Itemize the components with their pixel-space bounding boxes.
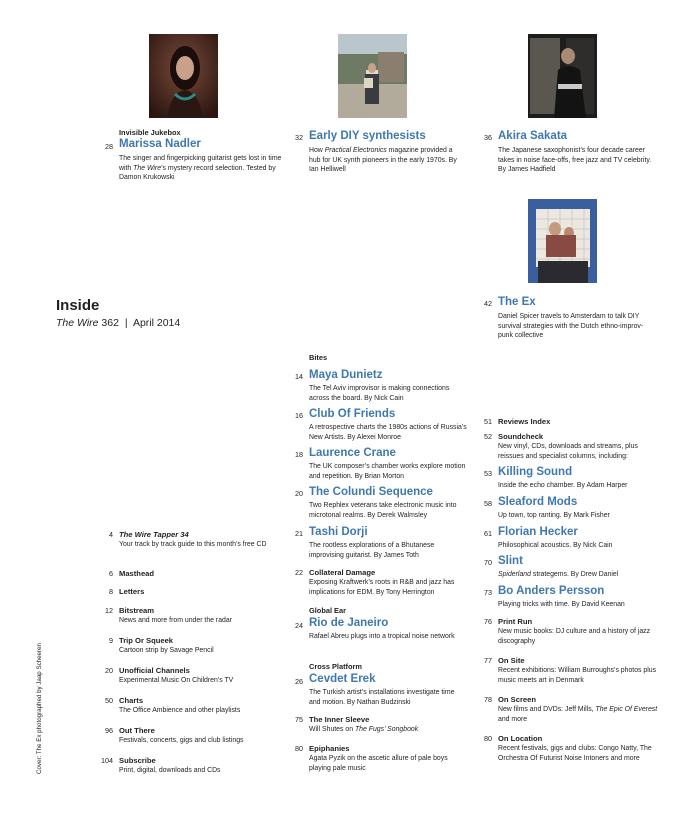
entry-title: Rio de Janeiro bbox=[309, 617, 389, 629]
entry-description: Recent exhibitions: William Burroughs’s photos plus music meets art in Denmark bbox=[498, 667, 657, 684]
feature-description: The singer and fingerpicking guitarist gets lost in time with The Wire’s mystery record selection. Tested by Damon Krukowski bbox=[119, 155, 282, 182]
page-number: 73 bbox=[484, 588, 492, 597]
page-number: 42 bbox=[484, 299, 492, 308]
page-number: 70 bbox=[484, 558, 492, 567]
page-number: 12 bbox=[105, 606, 113, 615]
page-number: 104 bbox=[101, 756, 113, 765]
photo-akira-sakata bbox=[528, 34, 597, 118]
page-number: 80 bbox=[484, 734, 492, 743]
entry-description: Festivals, concerts, gigs and club listings bbox=[119, 737, 244, 744]
page-number: 16 bbox=[295, 411, 303, 420]
left-entry[interactable] bbox=[109, 530, 269, 550]
entry-title: Bo Anders Persson bbox=[498, 585, 605, 597]
page-number: 36 bbox=[484, 133, 492, 142]
photo-the-ex bbox=[528, 199, 597, 283]
page-number: 9 bbox=[109, 636, 113, 645]
entry-description: Print, digital, downloads and CDs bbox=[119, 767, 221, 774]
bites-entry[interactable] bbox=[295, 526, 467, 560]
entry-description: Recent festivals, gigs and clubs: Congo Natty, The Orchestra Of Futurist Noise Intoners and more bbox=[498, 745, 652, 762]
page-number: 21 bbox=[295, 529, 303, 538]
page-number: 50 bbox=[105, 696, 113, 705]
entry-title: Subscribe bbox=[119, 756, 156, 765]
review-entry[interactable] bbox=[484, 466, 658, 491]
entry-title: Print Run bbox=[498, 617, 533, 626]
page-number: 20 bbox=[105, 666, 113, 675]
entry-description: The Turkish artist’s installations investigate time and motion. By Nathan Budzinski bbox=[309, 689, 455, 706]
feature-akira-sakata[interactable] bbox=[484, 130, 658, 175]
entry-title: Letters bbox=[119, 587, 145, 596]
entry-description: Your track by track guide to this month’s free CD bbox=[119, 541, 267, 548]
section-kicker-bites: Bites bbox=[309, 353, 328, 362]
print-run-entry[interactable] bbox=[484, 617, 658, 646]
entry-description: The Tel Aviv improvisor is making connections across the board. By Nick Cain bbox=[309, 385, 450, 402]
page-number: 78 bbox=[484, 695, 492, 704]
page-number: 8 bbox=[109, 587, 113, 596]
entry-description: Cartoon strip by Savage Pencil bbox=[119, 647, 214, 654]
section-kicker-cross-platform: Cross Platform bbox=[309, 662, 362, 671]
page-number: 28 bbox=[105, 142, 113, 151]
issue-publication: The Wire bbox=[56, 317, 99, 329]
entry-description: A retrospective charts the 1980s actions of Russia’s New Artists. By Alexei Monroe bbox=[309, 424, 467, 441]
cross-platform-entry[interactable] bbox=[295, 673, 467, 707]
left-entry[interactable] bbox=[105, 696, 269, 716]
entry-description: Playing tricks with time. By David Keenan bbox=[498, 601, 625, 608]
issue-number: 362 bbox=[98, 317, 119, 329]
issue-separator: | bbox=[124, 317, 128, 329]
entry-description: The rootless explorations of a Bhutanese improvising guitarist. By James Toth bbox=[309, 542, 435, 559]
entry-title: The Inner Sleeve bbox=[309, 715, 370, 724]
entry-title: Unofficial Channels bbox=[119, 666, 190, 675]
epiphanies-entry[interactable] bbox=[295, 744, 467, 773]
issue-date: April 2014 bbox=[132, 317, 181, 329]
soundcheck-entry[interactable] bbox=[484, 432, 658, 461]
entry-description: Spiderland strategems. By Drew Daniel bbox=[498, 571, 619, 578]
entry-title: On Screen bbox=[498, 695, 536, 704]
reviews-index-entry[interactable] bbox=[484, 417, 551, 427]
review-entry[interactable] bbox=[484, 526, 658, 551]
feature-description: Daniel Spicer travels to Amsterdam to talk DIY survival strategies with the Dutch ethno-improv-punk collective bbox=[498, 313, 644, 340]
page-number: 96 bbox=[105, 726, 113, 735]
entry-title: Killing Sound bbox=[498, 466, 573, 478]
entry-description: New vinyl, CDs, downloads and streams, plus reissues and specialist columns, including: bbox=[498, 443, 638, 460]
entry-title: Reviews Index bbox=[498, 417, 551, 426]
entry-description: Will Shutes on The Fugs’ Songbook bbox=[309, 726, 419, 733]
page-title: Inside bbox=[56, 297, 100, 314]
page-number: 75 bbox=[295, 715, 303, 724]
left-entry[interactable] bbox=[105, 726, 269, 746]
feature-kicker: Invisible Jukebox bbox=[119, 128, 181, 137]
entry-description: Two Rephlex veterans take electronic music into microtonal realms. By Derek Walmsley bbox=[309, 502, 457, 519]
left-entry[interactable] bbox=[109, 636, 269, 656]
entry-title: On Location bbox=[498, 734, 543, 743]
on-site-entry[interactable] bbox=[484, 656, 658, 685]
page-number: 51 bbox=[484, 417, 492, 426]
inner-sleeve-entry[interactable] bbox=[295, 715, 467, 735]
entry-title: Soundcheck bbox=[498, 432, 544, 441]
feature-description: How Practical Electronics magazine provided a hub for UK synth pioneers in the early 1970s. By Ian Helliwell bbox=[309, 147, 457, 174]
entry-title: Laurence Crane bbox=[309, 447, 396, 459]
entry-title: Club Of Friends bbox=[309, 408, 396, 420]
page-number: 24 bbox=[295, 621, 303, 630]
entry-title: Slint bbox=[498, 555, 523, 567]
page-number: 4 bbox=[109, 530, 113, 539]
bites-entry[interactable] bbox=[295, 369, 467, 403]
entry-title: Out There bbox=[119, 726, 155, 735]
collateral-damage-entry[interactable] bbox=[295, 568, 467, 597]
on-screen-entry[interactable] bbox=[484, 695, 658, 724]
left-entry[interactable] bbox=[101, 756, 269, 776]
on-location-entry[interactable] bbox=[484, 734, 658, 763]
page-header bbox=[56, 297, 180, 329]
entry-title: Cevdet Erek bbox=[309, 673, 376, 685]
photo-early-diy-synthesists bbox=[338, 34, 407, 118]
left-entry[interactable] bbox=[105, 666, 269, 686]
review-entry[interactable] bbox=[484, 585, 658, 610]
page-number: 53 bbox=[484, 469, 492, 478]
entry-title: Charts bbox=[119, 696, 144, 705]
left-entry[interactable] bbox=[109, 587, 145, 597]
entry-title: Maya Dunietz bbox=[309, 369, 383, 381]
page-number: 58 bbox=[484, 499, 492, 508]
entry-description: Up town, top ranting. By Mark Fisher bbox=[498, 512, 610, 519]
section-kicker-global-ear: Global Ear bbox=[309, 606, 346, 615]
entry-title: Tashi Dorji bbox=[309, 526, 368, 538]
entry-description: Rafael Abreu plugs into a tropical noise network bbox=[309, 633, 455, 640]
review-entry[interactable] bbox=[484, 496, 658, 521]
global-ear-entry[interactable] bbox=[295, 617, 467, 642]
entry-title: The Colundi Sequence bbox=[309, 486, 433, 498]
feature-early-diy-synthesists[interactable] bbox=[295, 130, 469, 175]
issue-line bbox=[56, 317, 180, 329]
cover-credit: Cover: The Ex photographed by Jaap Scheeren bbox=[36, 643, 43, 774]
page-number: 14 bbox=[295, 372, 303, 381]
entry-title: Collateral Damage bbox=[309, 568, 376, 577]
page-number: 52 bbox=[484, 432, 492, 441]
bites-entry[interactable] bbox=[295, 447, 467, 481]
left-entry[interactable] bbox=[105, 606, 269, 626]
feature-title: Marissa Nadler bbox=[119, 138, 201, 150]
feature-marissa-nadler[interactable] bbox=[105, 128, 289, 183]
entry-description: News and more from under the radar bbox=[119, 617, 232, 624]
feature-description: The Japanese saxophonist’s four decade career takes in noise face-offs, free jazz and TV celebrity. By James Hadfield bbox=[498, 147, 652, 174]
page-number: 26 bbox=[295, 677, 303, 686]
entry-description: The Office Ambience and other playlists bbox=[119, 707, 241, 714]
page-number: 77 bbox=[484, 656, 492, 665]
page-number: 6 bbox=[109, 569, 113, 578]
page-number: 61 bbox=[484, 529, 492, 538]
feature-title: Early DIY synthesists bbox=[309, 130, 426, 142]
page-number: 22 bbox=[295, 568, 303, 577]
entry-description: Agata Pyzik on the ascetic allure of pale boys playing pale music bbox=[309, 755, 448, 772]
bites-entry[interactable] bbox=[295, 486, 467, 520]
review-entry[interactable] bbox=[484, 555, 658, 580]
page-number: 76 bbox=[484, 617, 492, 626]
entry-title: Florian Hecker bbox=[498, 526, 578, 538]
feature-the-ex[interactable] bbox=[484, 296, 658, 341]
entry-title: Sleaford Mods bbox=[498, 496, 578, 508]
entry-description: New music books: DJ culture and a history of jazz discography bbox=[498, 628, 651, 645]
feature-title: Akira Sakata bbox=[498, 130, 568, 142]
entry-description: New films and DVDs: Jeff Mills, The Epic Of Everest and more bbox=[498, 706, 658, 723]
page-number: 80 bbox=[295, 744, 303, 753]
entry-title: Bitstream bbox=[119, 606, 155, 615]
entry-description: Philosophical acoustics. By Nick Cain bbox=[498, 542, 613, 549]
entry-title: Epiphanies bbox=[309, 744, 350, 753]
page-number: 20 bbox=[295, 489, 303, 498]
entry-title: Masthead bbox=[119, 569, 155, 578]
entry-description: Inside the echo chamber. By Adam Harper bbox=[498, 482, 628, 489]
feature-title: The Ex bbox=[498, 296, 536, 308]
bites-entry[interactable] bbox=[295, 408, 467, 442]
entry-title: Trip Or Squeek bbox=[119, 636, 174, 645]
entry-title: The Wire Tapper 34 bbox=[119, 530, 189, 539]
entry-description: Experimental Music On Children’s TV bbox=[119, 677, 234, 684]
photo-marissa-nadler bbox=[149, 34, 218, 118]
entry-description: Exposing Kraftwerk’s roots in R&B and jazz has implications for EDM. By Tony Herrington bbox=[309, 579, 455, 596]
page-number: 32 bbox=[295, 133, 303, 142]
entry-description: The UK composer’s chamber works explore motion and repetition. By Brian Morton bbox=[309, 463, 466, 480]
page-number: 18 bbox=[295, 450, 303, 459]
left-entry[interactable] bbox=[109, 569, 155, 579]
entry-title: On Site bbox=[498, 656, 525, 665]
